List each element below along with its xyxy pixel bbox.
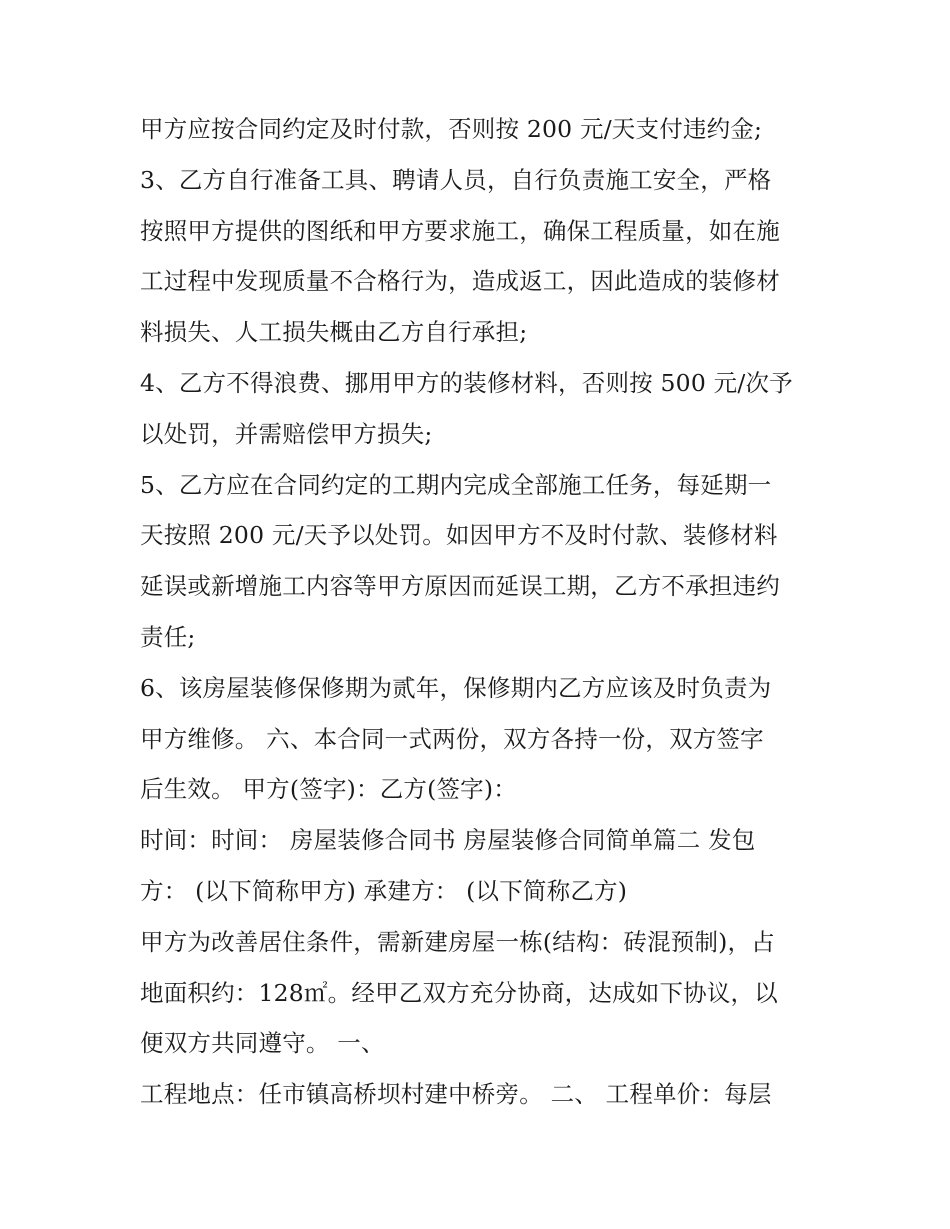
text-line: 5、乙方应在合同约定的工期内完成全部施工任务，每延期一	[140, 471, 772, 499]
text-line: 甲方为改善居住条件，需新建房屋一栋(结构：砖混预制)，占	[140, 928, 775, 956]
text-line: 方： (以下简称甲方) 承建方： (以下简称乙方)	[140, 877, 628, 905]
text-line: 延误或新增施工内容等甲方原因而延误工期，乙方不承担违约	[140, 572, 780, 600]
text-line: 工过程中发现质量不合格行为，造成返工，因此造成的装修材	[140, 267, 780, 295]
text-line: 工程地点：任市镇高桥坝村建中桥旁。 二、 工程单价：每层	[140, 1080, 772, 1108]
text-line: 甲方应按合同约定及时付款，否则按 200 元/天支付违约金;	[140, 115, 763, 143]
text-line: 按照甲方提供的图纸和甲方要求施工，确保工程质量，如在施	[140, 217, 780, 245]
text-line: 天按照 200 元/天予以处罚。如因甲方不及时付款、装修材料	[140, 521, 778, 549]
text-line: 甲方维修。 六、本合同一式两份，双方各持一份，双方签字	[140, 725, 764, 753]
text-line: 4、乙方不得浪费、挪用甲方的装修材料，否则按 500 元/次予	[140, 369, 793, 397]
text-line: 地面积约：128㎡。经甲乙双方充分协商，达成如下协议，以	[140, 979, 778, 1007]
text-line: 责任;	[140, 623, 196, 651]
text-line: 便双方共同遵守。 一、	[140, 1029, 385, 1057]
text-line: 3、乙方自行准备工具、聘请人员，自行负责施工安全，严格	[140, 166, 772, 194]
text-line: 时间：时间： 房屋装修合同书 房屋装修合同简单篇二 发包	[140, 826, 756, 854]
text-line: 后生效。 甲方(签字)：乙方(签字)：	[140, 775, 517, 803]
text-line: 以处罚，并需赔偿甲方损失;	[140, 420, 433, 448]
text-line: 料损失、人工损失概由乙方自行承担;	[140, 318, 528, 346]
text-line: 6、该房屋装修保修期为贰年，保修期内乙方应该及时负责为	[140, 674, 772, 702]
